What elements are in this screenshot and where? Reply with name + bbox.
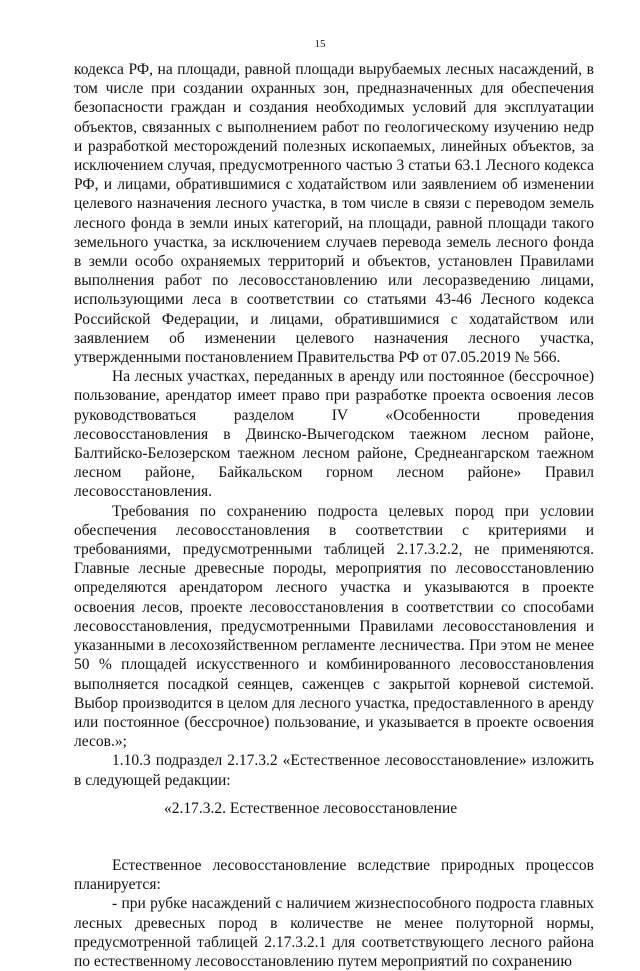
page-number: 15 [314,38,326,50]
paragraph-1: кодекса РФ, на площади, равной площади вырубаемых лесных насаждений, в том числе при создании охранных зон, предназначенных для обеспечения безопасности граждан и создания необходимых условий для эксплуатации объектов, связанных с выполнением работ по геологическому изучению недр и разработкой месторождений полезных ископаемых, линейных объектов, за исключением случая, предусмотренного частью 3 статьи 63.1 Лесного кодекса РФ, и лицами, обратившимися с ходатайством или заявлением об изменении целевого назначения лесного участка, в том числе в связи с переводом земель лесного фонда в земли иных категорий, на площади, равной площади такого земельного участка, за исключением случаев перевода земель лесного фонда в земли особо охраняемых территорий и объектов, установлен Правилами выполнения работ по лесовосстановлению или лесоразведению лицами, использующими леса в соответствии со статьями 43-46 Лесного кодекса Российской Федерации, и лицами, обратившимися с ходатайством или заявлением об изменении целевого назначения лесного участка, утвержденными постановлением Правительства РФ от 07.05.2019 № 566. [74,61,594,367]
paragraph-5: Естественное лесовосстановление вследствие природных процессов планируется: [74,856,594,894]
section-heading: «2.17.3.2. Естественное лесовосстановление [164,799,458,817]
paragraph-4: 1.10.3 подраздел 2.17.3.2 «Естественное лесовосстановление» изложить в следующей редакции: [74,752,594,789]
paragraph-3: Требования по сохранению подроста целевых пород при условии обеспечения лесовосстановления в соответствии с критериями и требованиями, предусмотренными таблицей 2.17.3.2.2, не применяются. Главные лесные древесные породы, мероприятия по лесовосстановлению определяются арендатором лесного участка и указываются в проекте освоения лесов, проекте лесовосстановления в соответствии со способами лесовосстановления, предусмотренными Правилами лесовосстановления и указанными в лесохозяйственном регламенте лесничества. При этом не менее 50 % площадей искусственного и комбинированного лесовосстановления выполняется посадкой сеянцев, саженцев с закрытой корневой системой. Выбор производится в целом для лесного участка, предоставленного в аренду или постоянное (бессрочное) пользование, и указывается в проекте освоения лесов.»; [74,502,594,751]
paragraph-2: На лесных участках, переданных в аренду или постоянное (бессрочное) пользование, арендатор имеет право при разработке проекта освоения лесов руководствоваться разделом IV «Особенности проведения лесовосстановления в Двинско-Вычегодском таежном лесном районе, Балтийско-Белозерском таежном лесном районе, Среднеангарском таежном лесном районе, Байкальском горном лесном районе» Правил лесовосстановления. [74,368,594,501]
paragraph-6: - при рубке насаждений с наличием жизнеспособного подроста главных лесных древесных пород в количестве не менее полуторной нормы, предусмотренной таблицей 2.17.3.2.1 для соответствующего лесного района по естественному лесовосстановлению путем мероприятий по сохранению [74,895,594,970]
document-body [74,60,594,971]
